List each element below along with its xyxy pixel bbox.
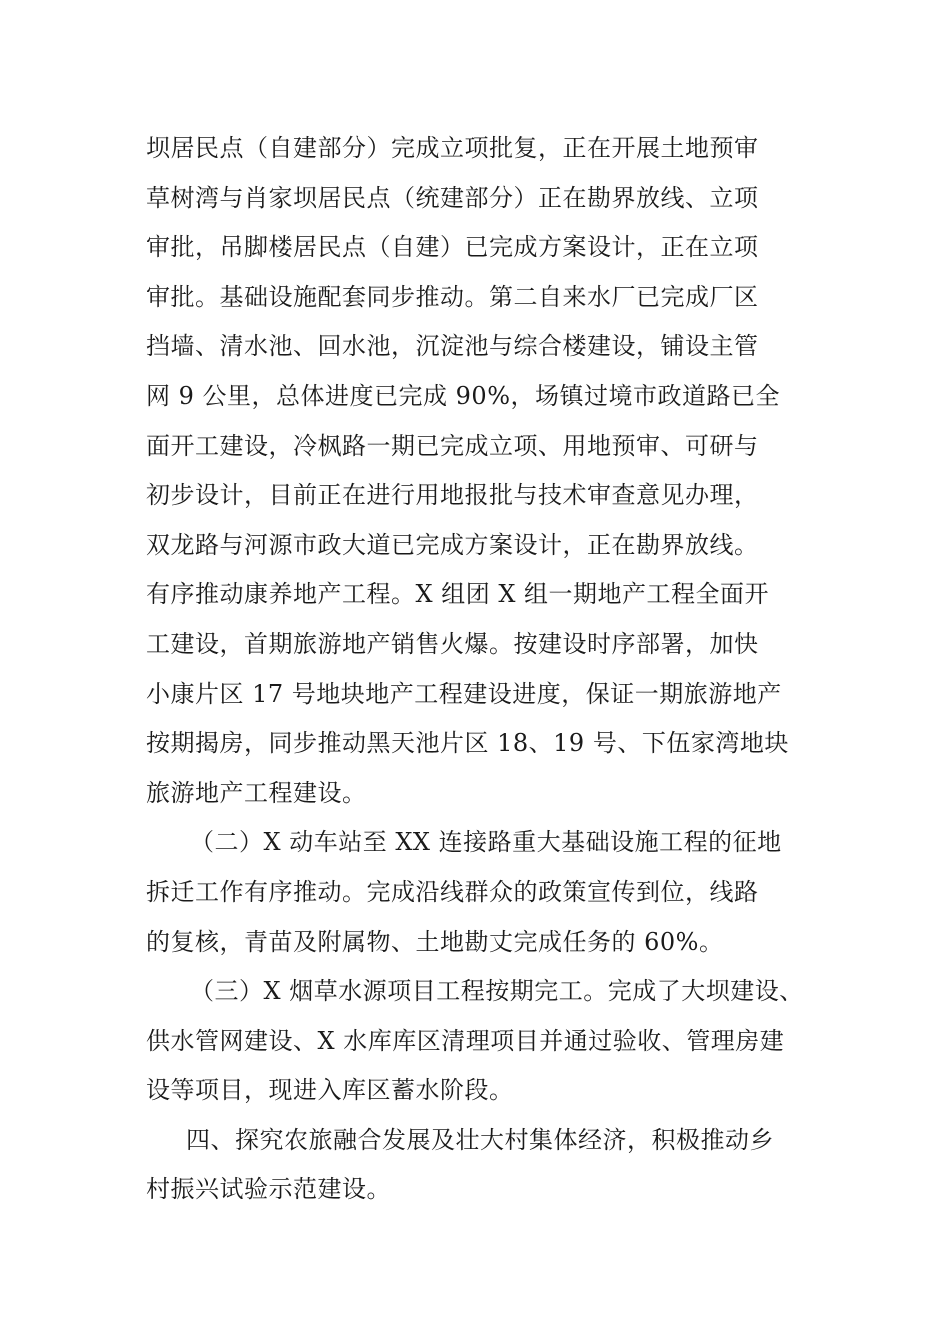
paragraph-line: 拆迁工作有序推动。完成沿线群众的政策宣传到位，线路 <box>146 877 759 906</box>
paragraph-line: 初步设计，目前正在进行用地报批与技术审查意见办理， <box>146 481 759 510</box>
paragraph-line: 有序推动康养地产工程。X 组团 X 组一期地产工程全面开 <box>146 580 770 609</box>
section-four-heading-line: 四、探究农旅融合发展及壮大村集体经济，积极推动乡 <box>186 1125 774 1154</box>
paragraph-line: 村振兴试验示范建设。 <box>146 1175 391 1204</box>
paragraph-line: 设等项目，现进入库区蓄水阶段。 <box>146 1076 514 1105</box>
paragraph-line: 面开工建设，冷枫路一期已完成立项、用地预审、可研与 <box>146 431 759 460</box>
paragraph-line: 草树湾与肖家坝居民点（统建部分）正在勘界放线、立项 <box>146 183 759 212</box>
paragraph-line: 按期揭房，同步推动黑天池片区 18、19 号、下伍家湾地块 <box>146 729 789 758</box>
paragraph-line: 小康片区 17 号地块地产工程建设进度，保证一期旅游地产 <box>146 679 782 708</box>
document-body <box>146 124 826 1215</box>
paragraph-line: 审批。基础设施配套同步推动。第二自来水厂已完成厂区 <box>146 282 759 311</box>
paragraph-line: 工建设，首期旅游地产销售火爆。按建设时序部署，加快 <box>146 629 759 658</box>
paragraph-line: 坝居民点（自建部分）完成立项批复，正在开展土地预审 <box>146 134 759 162</box>
paragraph-line: 旅游地产工程建设。 <box>146 778 367 807</box>
paragraph-line: 挡墙、清水池、回水池，沉淀池与综合楼建设，铺设主管 <box>146 332 759 361</box>
paragraph-line: 审批，吊脚楼居民点（自建）已完成方案设计，正在立项 <box>146 233 759 262</box>
paragraph-line: 供水管网建设、X 水库库区清理项目并通过验收、管理房建 <box>146 1026 785 1055</box>
section-two-heading-line: （二）X 动车站至 XX 连接路重大基础设施工程的征地 <box>190 828 782 857</box>
paragraph-line: 双龙路与河源市政大道已完成方案设计，正在勘界放线。 <box>146 530 759 559</box>
paragraph-line: 网 9 公里，总体进度已完成 90%，场镇过境市政道路已全 <box>146 381 780 410</box>
paragraph-line: 的复核，青苗及附属物、土地勘丈完成任务的 60%。 <box>146 927 724 956</box>
section-three-heading-line: （三）X 烟草水源项目工程按期完工。完成了大坝建设、 <box>190 977 804 1006</box>
